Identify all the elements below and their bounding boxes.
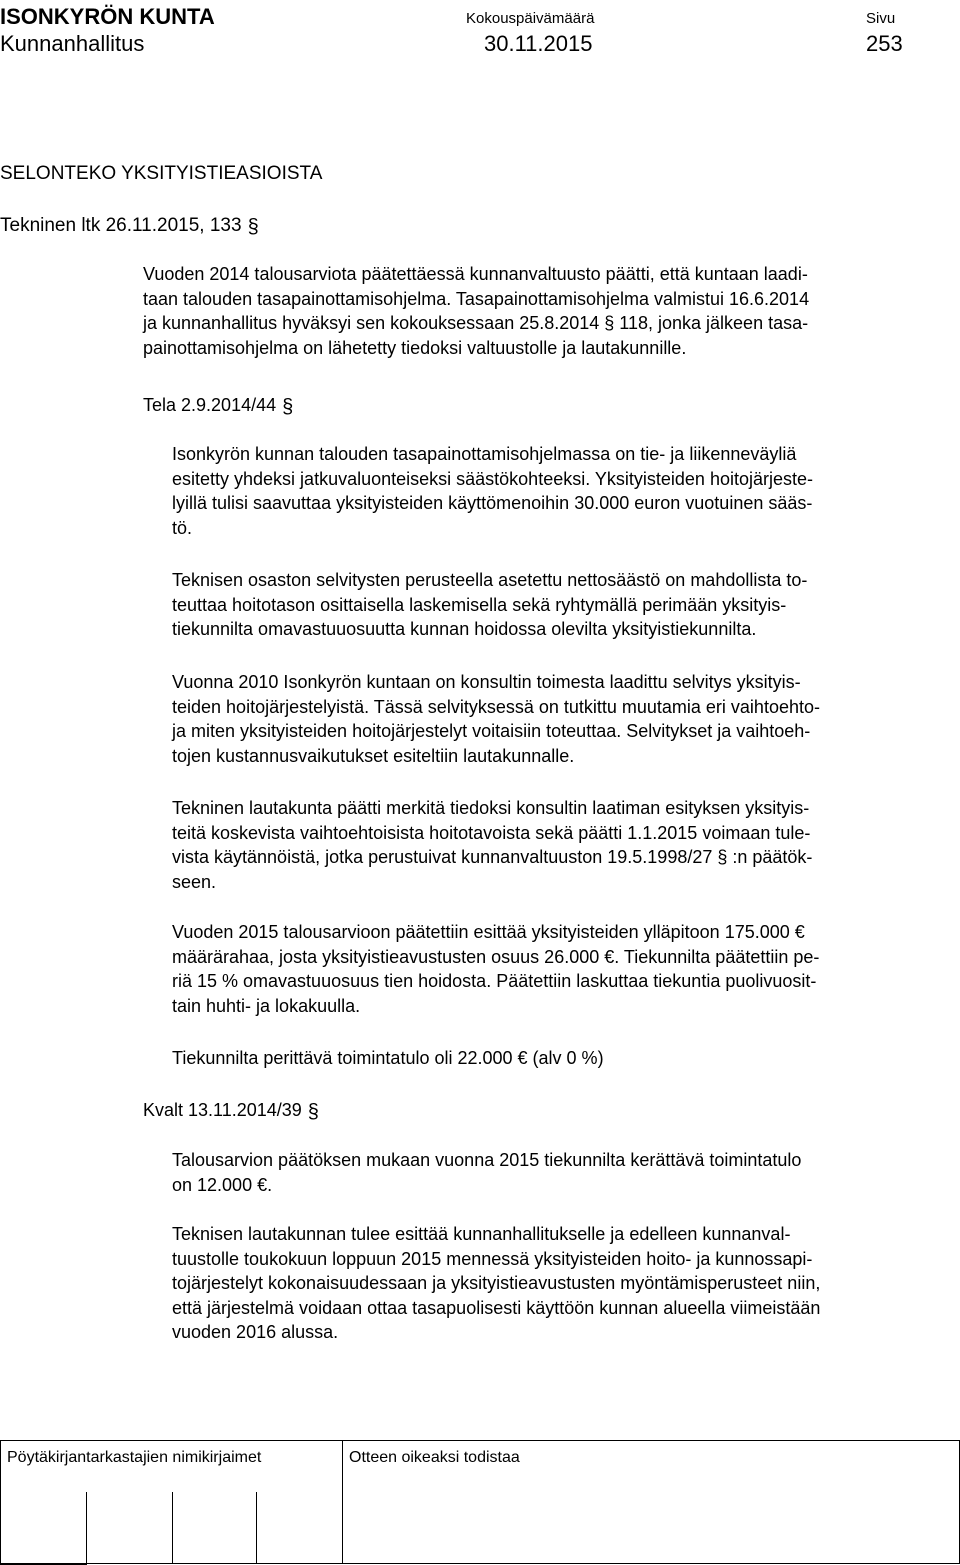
text-line: Tekninen lautakunta päätti merkitä tiedoksi konsultin laatiman esityksen yksityis- bbox=[172, 798, 810, 818]
text-line: ja kunnanhallitus hyväksyi sen kokouksessaan 25.8.2014 § 118, jonka jälkeen tasa- bbox=[143, 313, 809, 334]
signature-boxes bbox=[0, 1492, 341, 1564]
paragraph-consultant-study bbox=[172, 670, 820, 768]
reference-text: Kvalt 13.11.2014/39 bbox=[143, 1100, 302, 1120]
text-line: että järjestelmä voidaan ottaa tasapuolisesti käyttöön kunnan alueella viimeistään bbox=[172, 1297, 821, 1318]
text-line: tojärjestelyt kokonaisuudessaan ja yksityistieavustusten myöntämisperusteet niin, bbox=[172, 1273, 821, 1294]
text-line: lyillä tulisi saavuttaa yksityisteiden käyttömenoihin 30.000 euron vuotuinen sääs- bbox=[172, 493, 813, 514]
signature-footer bbox=[0, 1440, 960, 1564]
text-line: Tiekunnilta perittävä toimintatulo oli 22.000 € (alv 0 %) bbox=[172, 1048, 604, 1068]
reference-kvalt bbox=[143, 1098, 319, 1124]
organization-name: ISONKYRÖN KUNTA bbox=[0, 4, 215, 29]
text-line: teiden hoitojärjestelyistä. Tässä selvityksessä on tutkittu muutamia eri vaihtoehto- bbox=[172, 696, 820, 717]
text-line: taan talouden tasapainottamisohjelma. Tasapainottamisohjelma valmistui 16.6.2014 bbox=[143, 288, 810, 309]
text-line: tö. bbox=[172, 517, 193, 538]
text-line: tojen kustannusvaikutukset esiteltiin lautakunnalle. bbox=[172, 745, 575, 766]
paragraph-background bbox=[143, 262, 809, 360]
text-line: ja miten yksityisteiden hoitojärjestelyt voitaisiin toteuttaa. Selvitykset ja vaihtoeh- bbox=[172, 721, 811, 742]
date-label: Kokouspäivämäärä bbox=[466, 10, 595, 27]
section-title: SELONTEKO YKSITYISTIEASIOISTA bbox=[0, 163, 323, 184]
paragraph-budget-decision bbox=[172, 1148, 801, 1197]
page-label: Sivu bbox=[866, 10, 896, 27]
copy-certification-label: Otteen oikeaksi todistaa bbox=[349, 1449, 520, 1466]
text-line: esitetty yhdeksi jatkuvaluonteiseksi säästökohteeksi. Yksityisteiden hoitojärjeste- bbox=[172, 468, 813, 489]
text-line: määrärahaa, josta yksityistieavustusten osuus 26.000 €. Tiekunnilta päätettiin pe- bbox=[172, 946, 820, 967]
signature-divider bbox=[256, 1492, 257, 1564]
paragraph-technical-board-task bbox=[172, 1222, 820, 1345]
text-line: teitä koskevista vaihtoehtoisista hoitotavoista sekä päätti 1.1.2015 voimaan tule- bbox=[172, 822, 811, 843]
reference-text: Tekninen ltk 26.11.2015, 133 bbox=[0, 215, 242, 236]
paragraph-savings-target bbox=[172, 442, 813, 540]
page-number: 253 bbox=[866, 31, 903, 56]
text-line: Talousarvion päätöksen mukaan vuonna 2015 tiekunnilta kerättävä toimintatulo bbox=[172, 1150, 802, 1170]
text-line: Isonkyrön kunnan talouden tasapainottamisohjelmassa on tie- ja liikenneväyliä bbox=[172, 444, 797, 464]
text-line: Vuonna 2010 Isonkyrön kuntaan on konsultin toimesta laadittu selvitys yksityis- bbox=[172, 672, 801, 692]
reference-text: Tela 2.9.2014/44 bbox=[143, 395, 277, 415]
paragraph-board-decision bbox=[172, 796, 812, 894]
text-line: tain huhti- ja lokakuulla. bbox=[172, 995, 361, 1016]
text-line: Vuoden 2014 talousarviota päätettäessä kunnanvaltuusto päätti, että kuntaan laadi- bbox=[143, 264, 808, 284]
section-symbol: § bbox=[307, 1101, 319, 1123]
text-line: riä 15 % omavastuuosuus tien hoidosta. Päätettiin laskuttaa tiekuntia puolivuosit- bbox=[172, 971, 817, 992]
text-line: tiekunnilta omavastuuosuutta kunnan hoidossa olevilta yksityistiekunnilta. bbox=[172, 619, 757, 640]
body-name: Kunnanhallitus bbox=[0, 31, 145, 56]
section-symbol: § bbox=[247, 216, 259, 238]
text-line: seen. bbox=[172, 871, 217, 892]
paragraph-budget-2015 bbox=[172, 920, 819, 1018]
text-line: Teknisen lautakunnan tulee esittää kunnanhallitukselle ja edelleen kunnanval- bbox=[172, 1224, 791, 1244]
signatures-label: Pöytäkirjantarkastajien nimikirjaimet bbox=[7, 1449, 262, 1466]
paragraph-net-savings bbox=[172, 568, 807, 642]
text-line: teuttaa hoitotason osittaisella laskemisella sekä ryhtymällä perimään yksityis- bbox=[172, 594, 787, 615]
text-line: vuoden 2016 alussa. bbox=[172, 1322, 339, 1343]
paragraph-operating-income bbox=[172, 1046, 604, 1071]
reference-tekninen-ltk bbox=[0, 214, 259, 239]
text-line: painottamisohjelma on lähetetty tiedoksi valtuustolle ja lautakunnille. bbox=[143, 337, 687, 358]
section-symbol: § bbox=[282, 396, 294, 418]
text-line: Vuoden 2015 talousarvioon päätettiin esittää yksityisteiden ylläpitoon 175.000 € bbox=[172, 922, 805, 942]
reference-tela bbox=[143, 393, 293, 419]
copy-label-cell bbox=[343, 1441, 960, 1564]
text-line: tuustolle toukokuun loppuun 2015 mennessä yksityisteiden hoito- ja kunnossapi- bbox=[172, 1248, 813, 1269]
text-line: on 12.000 €. bbox=[172, 1174, 273, 1195]
signature-divider bbox=[172, 1492, 173, 1564]
text-line: vista käytännöistä, jotka perustuivat kunnanvaltuuston 19.5.1998/27 § :n päätök- bbox=[172, 847, 813, 868]
signature-box bbox=[0, 1492, 87, 1565]
text-line: Teknisen osaston selvitysten perusteella asetettu nettosäästö on mahdollista to- bbox=[172, 570, 808, 590]
meeting-date: 30.11.2015 bbox=[484, 31, 593, 56]
